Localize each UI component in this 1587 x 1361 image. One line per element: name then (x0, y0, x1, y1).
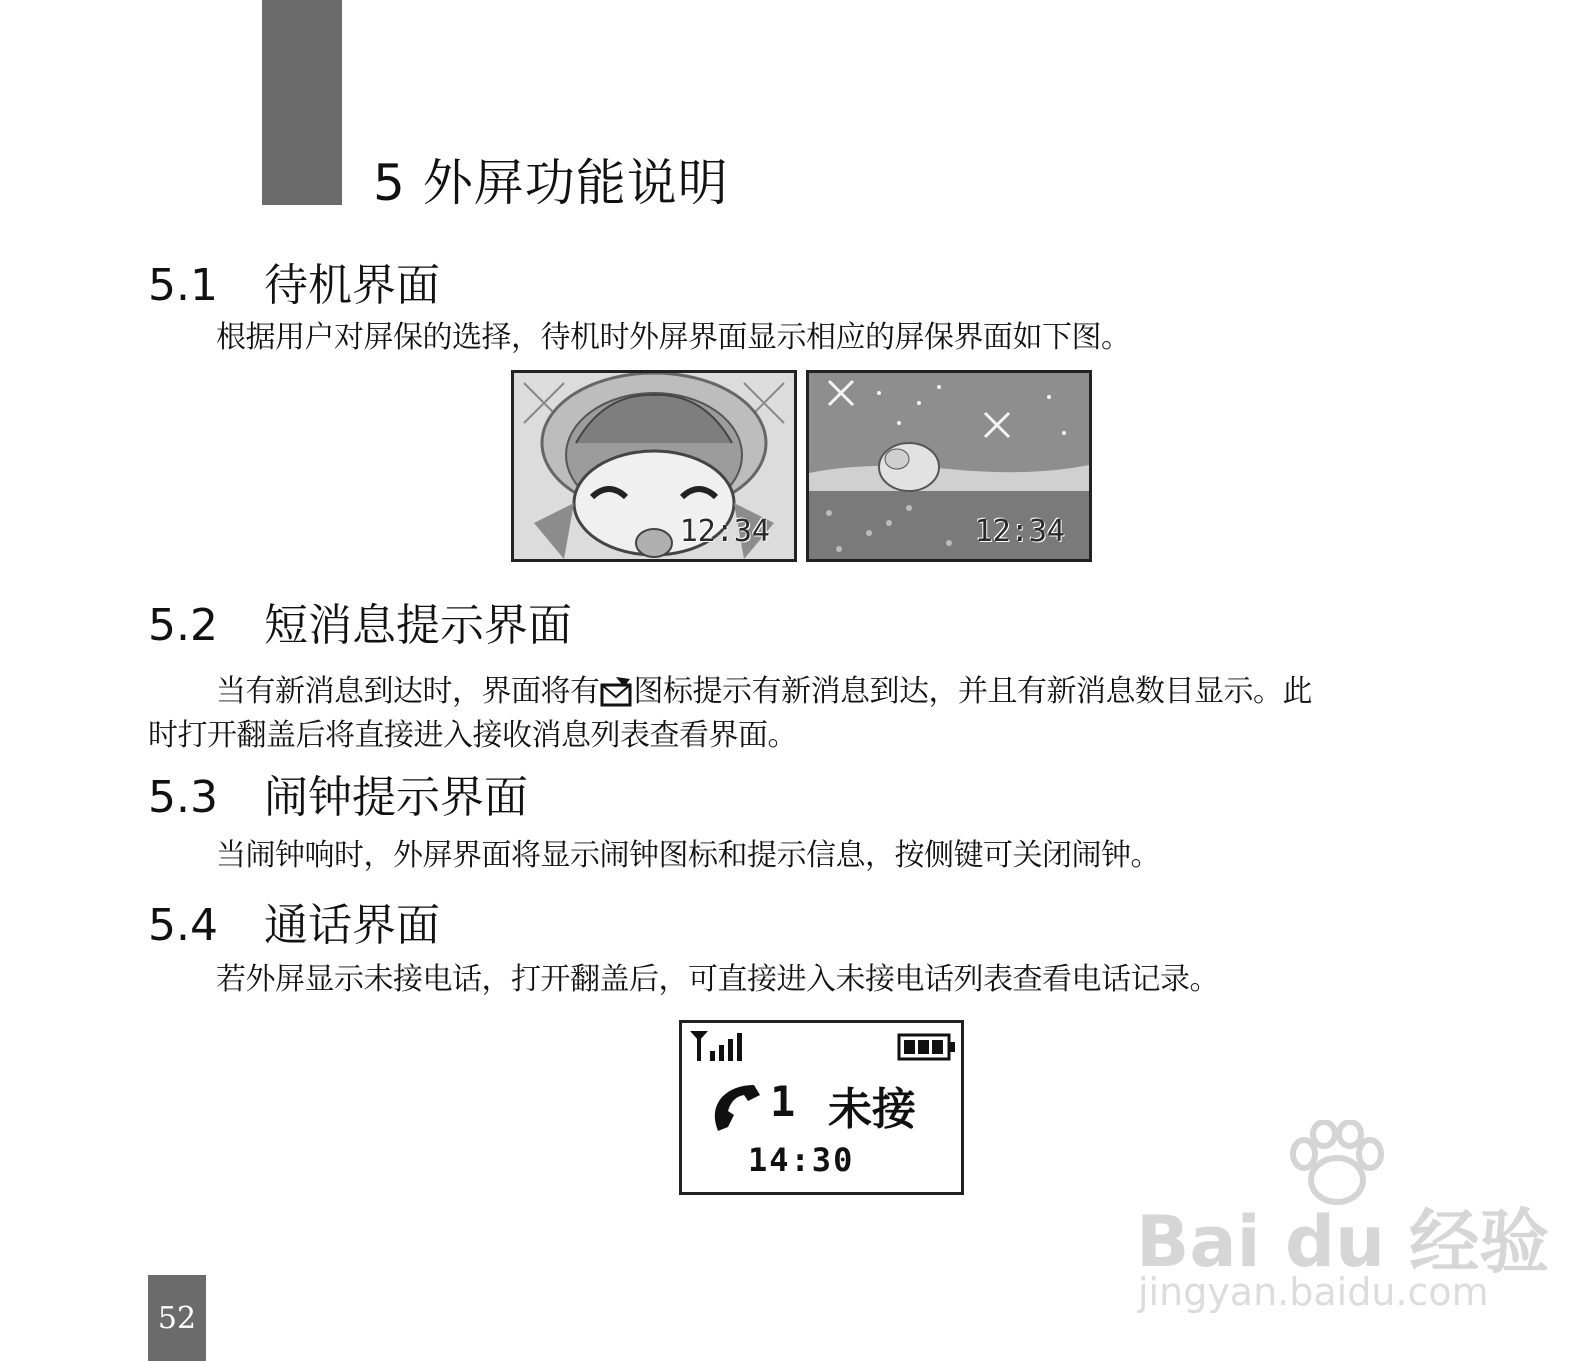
section-number: 5.3 (148, 772, 218, 823)
section-number: 5.4 (148, 900, 218, 951)
section-heading-5-3 (148, 770, 528, 826)
paragraph-text: 图标提示有新消息到达，并且有新消息数目显示。此 (633, 674, 1312, 709)
section-heading-5-4 (148, 898, 440, 954)
screensaver-time: 12:34 (679, 514, 770, 549)
section-title: 短消息提示界面 (264, 600, 572, 651)
call-screen-time: 14:30 (748, 1141, 855, 1179)
screensaver-time: 12:34 (974, 514, 1065, 549)
section-heading-5-2 (148, 598, 572, 654)
chapter-bar (262, 0, 342, 205)
missed-call-label: 未接 (828, 1084, 916, 1135)
missed-call-count: 1 (770, 1077, 796, 1126)
battery-icon (897, 1033, 957, 1065)
paragraph-5-4: 若外屏显示未接电话，打开翻盖后，可直接进入未接电话列表查看电话记录。 (216, 962, 1219, 997)
signal-icon (688, 1029, 746, 1067)
paragraph-5-1: 根据用户对屏保的选择，待机时外屏界面显示相应的屏保界面如下图。 (216, 320, 1131, 355)
chapter-title: 5 外屏功能说明 (373, 154, 729, 212)
section-number: 5.2 (148, 600, 218, 651)
section-title: 待机界面 (264, 260, 440, 311)
paragraph-5-3: 当闹钟响时，外屏界面将显示闹钟图标和提示信息，按侧键可关闭闹钟。 (216, 838, 1160, 873)
message-icon (600, 675, 634, 707)
watermark-brand: Bai du 经验 (1136, 1201, 1550, 1283)
paragraph-5-2-line2: 时打开翻盖后将直接进入接收消息列表查看界面。 (148, 718, 797, 753)
section-title: 通话界面 (264, 900, 440, 951)
missed-call-screen (679, 1020, 964, 1195)
watermark-url: jingyan.baidu.com (1138, 1270, 1489, 1314)
screensaver-landscape-image (806, 370, 1092, 562)
phone-handset-icon (708, 1081, 764, 1139)
paragraph-5-2-line1 (216, 670, 1312, 714)
page-number: 52 (148, 1275, 206, 1361)
baidu-watermark (1132, 1120, 1550, 1320)
screensaver-girl-image (511, 370, 797, 562)
section-title: 闹钟提示界面 (264, 772, 528, 823)
section-number: 5.1 (148, 260, 218, 311)
paragraph-text: 当有新消息到达时，界面将有 (216, 674, 600, 709)
section-heading-5-1 (148, 258, 440, 314)
